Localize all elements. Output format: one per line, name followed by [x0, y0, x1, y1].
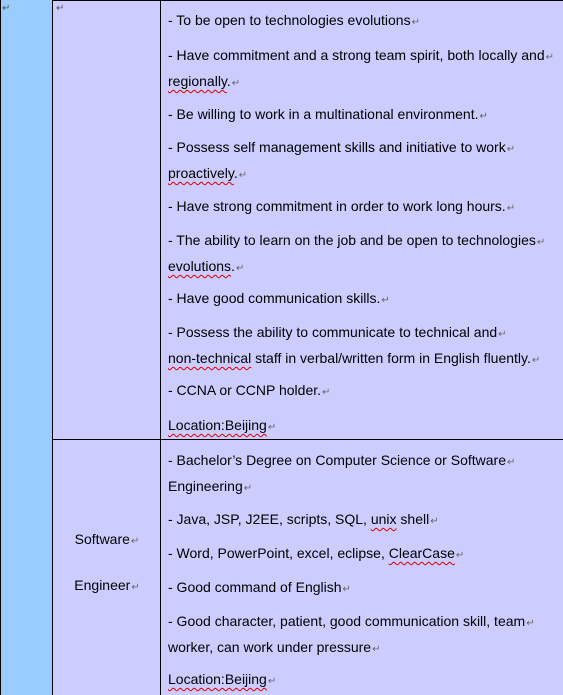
paragraph-mark: ↵	[267, 422, 277, 433]
spellcheck-flagged-text: evolutions	[168, 258, 232, 274]
paragraph-mark: ↵	[531, 355, 541, 366]
paragraph-mark: ↵	[267, 676, 277, 687]
row-divider	[53, 439, 563, 440]
line-text: - Possess self management skills and initiative to work	[168, 139, 506, 155]
requirement-line	[168, 612, 535, 633]
paragraph-mark: ↵	[526, 618, 535, 629]
spellcheck-flagged-text: Location:Beijing	[168, 417, 267, 433]
line-text: - Good character, patient, good communication skill, team	[168, 613, 526, 629]
paragraph-mark: ↵	[243, 483, 253, 494]
paragraph-mark: ↵	[455, 550, 465, 561]
line-text: - Have good communication skills.	[168, 290, 381, 306]
requirement-line	[168, 451, 515, 472]
requirement-line	[168, 105, 488, 126]
requirement-line	[168, 72, 240, 93]
line-text: - Good command of English	[168, 579, 342, 595]
requirement-line	[168, 257, 244, 278]
line-text: - The ability to learn on the job and be open to technologies	[168, 232, 536, 248]
cell-end-marker-left: ↵	[2, 3, 11, 14]
requirement-line	[168, 231, 545, 252]
paragraph-mark: ↵	[235, 263, 245, 274]
spellcheck-flagged-text: unix	[370, 511, 397, 527]
line-text: - Java, JSP, J2EE, scripts, SQL,	[168, 511, 371, 527]
requirement-line	[168, 578, 351, 599]
requirement-line	[168, 670, 276, 691]
line-text: .	[231, 258, 235, 274]
line-text: - Possess the ability to communicate to technical and	[168, 324, 498, 340]
spellcheck-flagged-text: regionally	[168, 73, 227, 89]
paragraph-mark: ↵	[506, 144, 516, 155]
requirement-line	[168, 164, 247, 185]
cell-end-marker-role: ↵	[56, 3, 65, 14]
role-title-line2: Engineer↵	[74, 577, 140, 593]
spellcheck-flagged-text: Location:Beijing	[168, 671, 267, 687]
paragraph-mark: ↵	[322, 387, 331, 398]
requirement-line	[168, 46, 554, 67]
spellcheck-flagged-text: ClearCase	[388, 545, 455, 561]
paragraph-mark: ↵	[536, 237, 546, 248]
requirement-line	[168, 323, 507, 344]
line-text: - Have strong commitment in order to work long hours.	[168, 198, 506, 214]
line-text: shell	[396, 511, 430, 527]
requirement-line	[168, 510, 439, 531]
paragraph-mark: ↵	[231, 78, 241, 89]
table-top-border	[53, 0, 563, 1]
line-text: .	[233, 165, 238, 181]
paragraph-mark: ↵	[342, 584, 351, 595]
paragraph-mark: ↵	[506, 203, 516, 214]
column-divider	[160, 0, 161, 695]
requirement-line	[168, 138, 515, 159]
requirement-line	[168, 477, 252, 498]
paragraph-mark: ↵	[411, 17, 420, 28]
paragraph-mark: ↵	[545, 52, 555, 63]
paragraph-mark: ↵	[506, 457, 516, 468]
spellcheck-flagged-text: proactively	[168, 165, 234, 181]
requirement-line	[168, 289, 390, 310]
paragraph-mark: ↵	[498, 329, 507, 340]
line-text: .	[226, 73, 231, 89]
requirement-line	[168, 416, 276, 437]
line-text: - Have commitment and a strong team spirit, both locally and	[168, 47, 545, 63]
paragraph-mark: ↵	[430, 516, 439, 527]
line-text: Engineering	[168, 478, 243, 494]
paragraph-mark: ↵	[372, 644, 381, 655]
requirement-line	[168, 11, 420, 32]
line-text: worker, can work under pressure	[168, 639, 372, 655]
spellcheck-flagged-text: non-technical	[168, 350, 252, 366]
left-column	[0, 0, 53, 695]
line-text: staff in verbal/written form in English fluently.	[251, 350, 531, 366]
requirement-line	[168, 544, 464, 565]
requirement-line	[168, 349, 540, 370]
requirement-line	[168, 381, 330, 402]
line-text: - To be open to technologies evolutions	[168, 12, 411, 28]
paragraph-mark: ↵	[238, 170, 248, 181]
requirement-line	[168, 197, 515, 218]
line-text: - Word, PowerPoint, excel, eclipse,	[168, 545, 389, 561]
line-text: - CCNA or CCNP holder.	[168, 382, 322, 398]
paragraph-mark: ↵	[479, 111, 488, 122]
role-title-line1: Software↵	[74, 531, 140, 547]
paragraph-mark: ↵	[381, 295, 390, 306]
line-text: - Bachelor’s Degree on Computer Science or Software	[168, 452, 506, 468]
line-text: - Be willing to work in a multinational environment.	[168, 106, 479, 122]
requirement-line	[168, 638, 380, 659]
